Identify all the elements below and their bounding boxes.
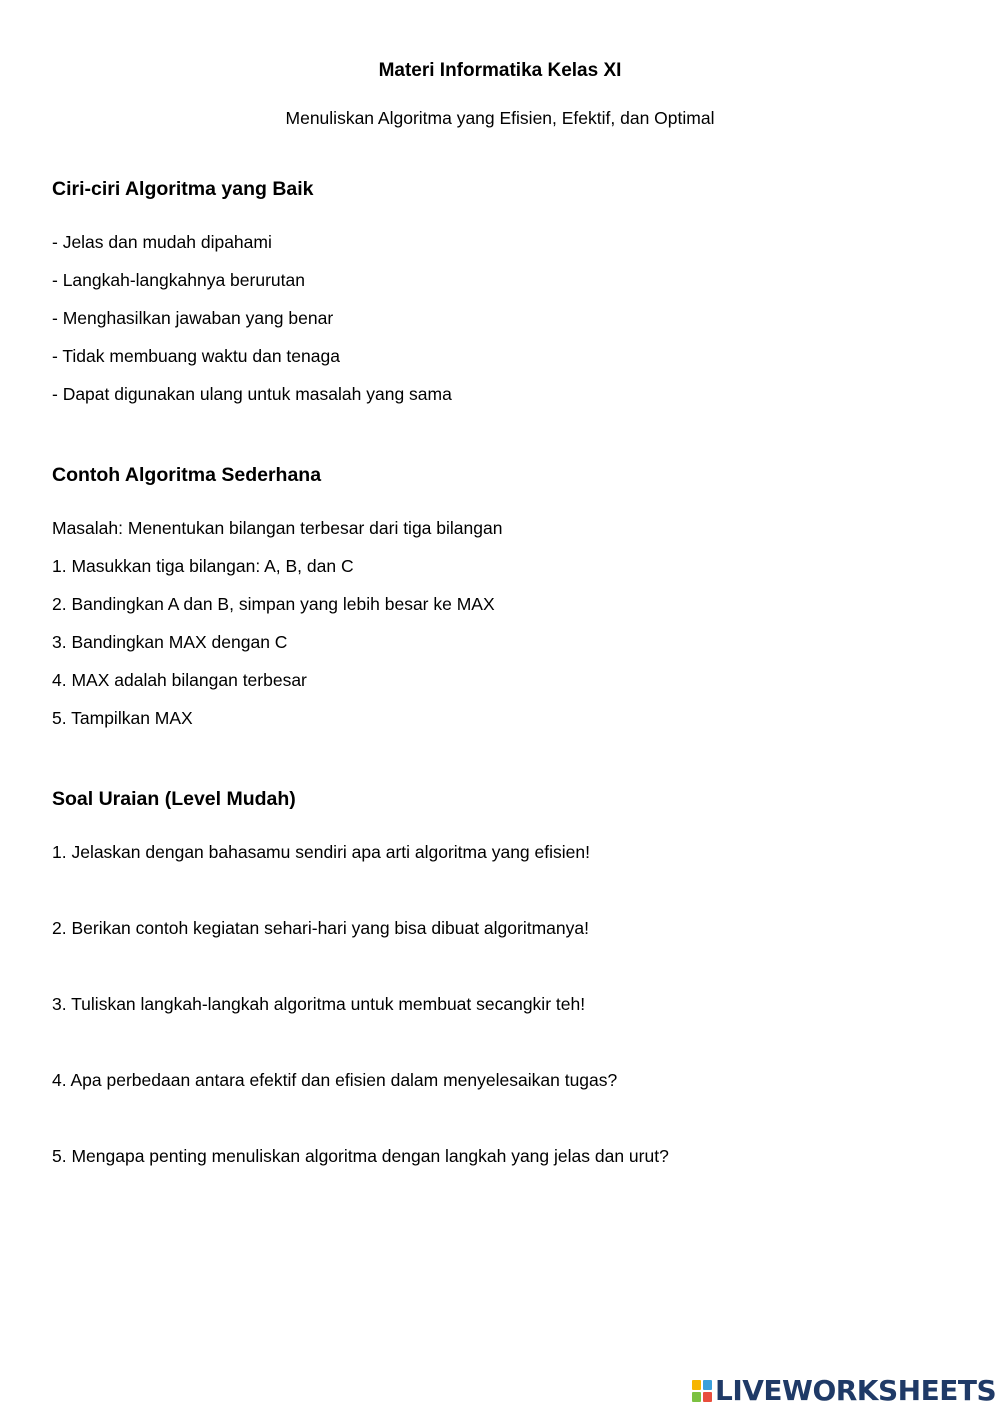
section-heading-contoh: Contoh Algoritma Sederhana [52, 464, 322, 486]
document-title: Materi Informatika Kelas XI [378, 60, 622, 81]
list-item: - Jelas dan mudah dipahami [52, 232, 272, 252]
logo-square [703, 1380, 712, 1390]
logo-text: LIVEWORKSHEETS [715, 1374, 997, 1407]
algorithm-step: 4. MAX adalah bilangan terbesar [52, 670, 307, 690]
logo-mark-icon [692, 1380, 712, 1402]
algorithm-step: 1. Masukkan tiga bilangan: A, B, dan C [52, 556, 354, 576]
algorithm-step: 5. Tampilkan MAX [52, 708, 193, 728]
question-item: 5. Mengapa penting menuliskan algoritma dengan langkah yang jelas dan urut? [52, 1146, 669, 1166]
list-item: - Langkah-langkahnya berurutan [52, 270, 305, 290]
problem-statement: Masalah: Menentukan bilangan terbesar dari tiga bilangan [52, 518, 503, 538]
question-item: 2. Berikan contoh kegiatan sehari-hari yang bisa dibuat algoritmanya! [52, 918, 589, 938]
list-item: - Dapat digunakan ulang untuk masalah yang sama [52, 384, 452, 404]
logo-square [703, 1392, 712, 1402]
algorithm-step: 3. Bandingkan MAX dengan C [52, 632, 288, 652]
section-heading-soal: Soal Uraian (Level Mudah) [52, 788, 296, 810]
logo-square [692, 1392, 701, 1402]
question-item: 1. Jelaskan dengan bahasamu sendiri apa arti algoritma yang efisien! [52, 842, 590, 862]
question-item: 3. Tuliskan langkah-langkah algoritma untuk membuat secangkir teh! [52, 994, 586, 1014]
list-item: - Tidak membuang waktu dan tenaga [52, 346, 340, 366]
document-subtitle: Menuliskan Algoritma yang Efisien, Efektif, dan Optimal [285, 108, 715, 128]
liveworksheets-logo [692, 1374, 996, 1408]
logo-square [692, 1380, 701, 1390]
section-heading-ciri-ciri: Ciri-ciri Algoritma yang Baik [52, 178, 314, 200]
algorithm-step: 2. Bandingkan A dan B, simpan yang lebih besar ke MAX [52, 594, 495, 614]
list-item: - Menghasilkan jawaban yang benar [52, 308, 334, 328]
question-item: 4. Apa perbedaan antara efektif dan efisien dalam menyelesaikan tugas? [52, 1070, 618, 1090]
